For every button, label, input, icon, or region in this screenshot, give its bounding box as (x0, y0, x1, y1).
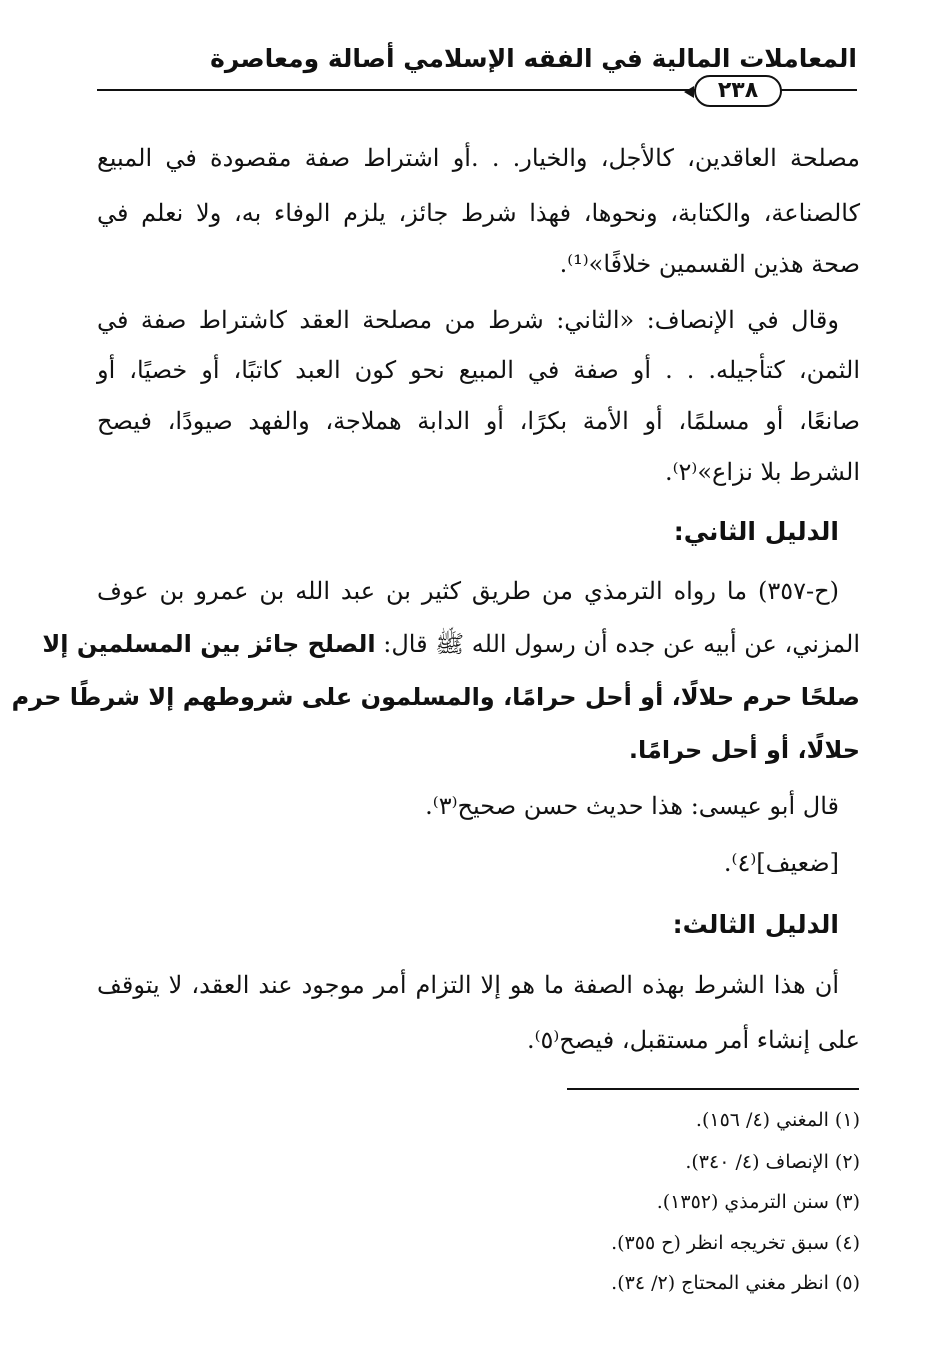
footnote-1: (١) المغني (٤/ ١٥٦). (695, 1109, 860, 1131)
hadith-grade: [ضعيف]⁽٤⁾. (723, 849, 839, 877)
p2-line-3: صانعًا، أو مسلمًا، أو الأمة بكرًا، أو الدابة هملاجة، والفهد صيودًا، فيصح (97, 407, 860, 435)
footnote-2: (٢) الإنصاف (٤/ ٣٤٠). (685, 1151, 860, 1173)
hadith-text-start: الصلح جائز بين المسلمين إلا (42, 630, 376, 658)
heading-second-evidence: الدليل الثاني: (673, 517, 839, 546)
p3-line-1: أن هذا الشرط بهذه الصفة ما هو إلا التزام أمر موجود عند العقد، لا يتوقف (97, 971, 839, 999)
p3-line-2: على إنشاء أمر مستقبل، فيصح⁽٥⁾. (526, 1026, 860, 1054)
heading-third-evidence: الدليل الثالث: (672, 910, 839, 939)
p2-line-1: وقال في الإنصاف: «الثاني: شرط من مصلحة العقد كاشتراط صفة في (97, 306, 839, 334)
page-number: ٢٣٨ (694, 75, 782, 107)
hadith-line-4: حلالًا، أو أحل حرامًا. (628, 736, 860, 764)
p2-line-2: الثمن، كتأجيله. . . أو صفة في المبيع نحو كون العبد كاتبًا، أو خصيًا، أو (97, 356, 860, 384)
footnote-rule (567, 1088, 859, 1090)
p1-line-2: كالصناعة، والكتابة، ونحوها، فهذا شرط جائز، يلزم الوفاء به، ولا نعلم في (97, 199, 860, 227)
running-header (97, 44, 857, 108)
footnote-5: (٥) انظر مغني المحتاج (٢/ ٣٤). (611, 1272, 860, 1294)
p1-line-1: مصلحة العاقدين، كالأجل، والخيار. . .أو اشتراط صفة مقصودة في المبيع (97, 144, 860, 172)
hadith-line-1: (ح-٣٥٧) ما رواه الترمذي من طريق كثير بن عبد الله بن عمرو بن عوف (97, 577, 839, 605)
abu-isa-verdict: قال أبو عيسى: هذا حديث حسن صحيح⁽٣⁾. (425, 792, 839, 820)
p2-line-4: الشرط بلا نزاع»⁽٢⁾. (665, 458, 860, 486)
hadith-line-3: صلحًا حرم حلالًا، أو أحل حرامًا، والمسلمون على شروطهم إلا شرطًا حرم (11, 683, 860, 711)
p1-line-3: صحة هذين القسمين خلافًا»⁽¹⁾. (559, 250, 860, 278)
hadith-line-2 (42, 627, 860, 663)
hadith-intro: المزني، عن أبيه عن جده أن رسول الله ﷺ قال: (375, 630, 860, 658)
footnote-3: (٣) سنن الترمذي (١٣٥٢). (656, 1191, 860, 1213)
footnote-4: (٤) سبق تخريجه انظر (ح ٣٥٥). (611, 1232, 860, 1254)
book-title: المعاملات المالية في الفقه الإسلامي أصالة ومعاصرة (210, 44, 857, 73)
